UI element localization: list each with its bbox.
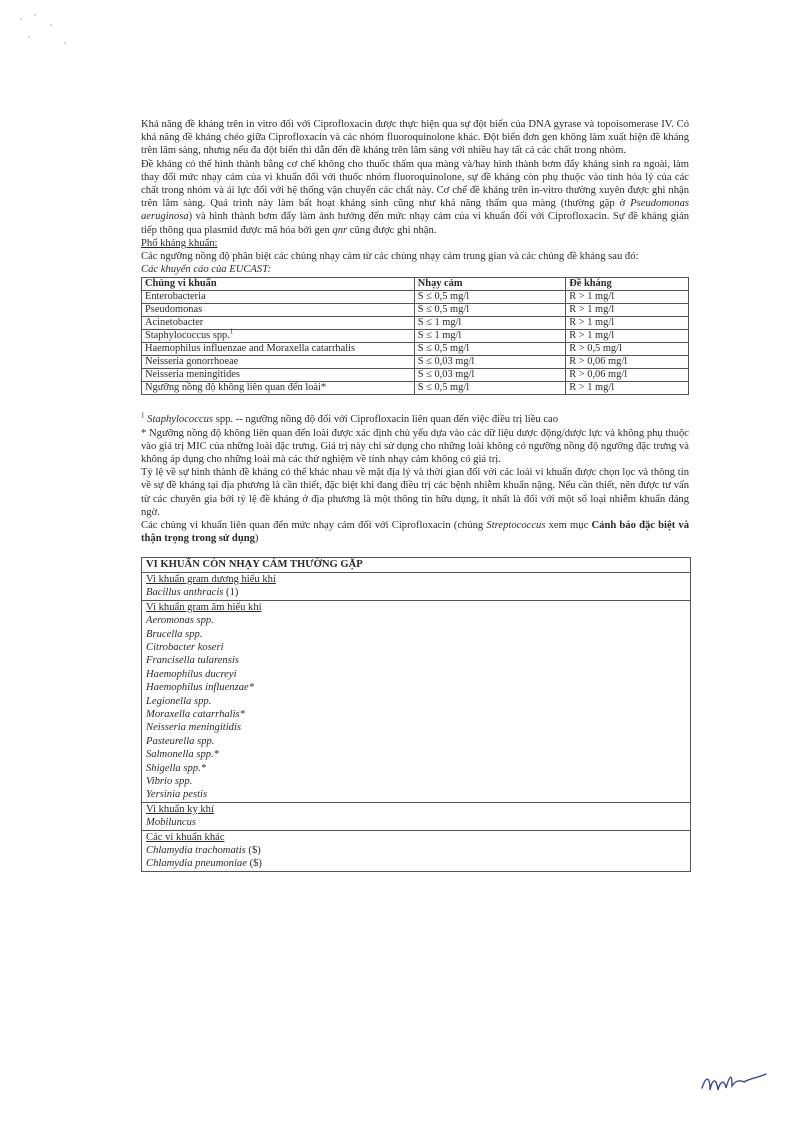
footnote-marker: 1 [229, 327, 234, 336]
list-item: Neisseria meningitidis [146, 722, 242, 734]
list-item: Mobiluncus [146, 817, 197, 829]
warning-section-ref: Cảnh báo đặc biệt và thận trọng trong sử dụng [141, 520, 690, 545]
bacterium-name: Chlamydia pneumoniae [146, 858, 247, 870]
resistance-paragraph-2 [141, 158, 689, 237]
para2-text: Đề kháng có thể hình thành bằng cơ chế không cho thuốc thấm qua màng và/hay hình thành bơm đẩy kháng sinh ra ngoài, làm thay đổi mức nhạy cảm của vi khuẩn đối với thuốc nhóm fluoroquinolone, sự đề kháng còn phụ thuộc vào tính hóa lý của các chất trong nhóm và ái lực đối với hệ thống vận chuyển các chất này. Cơ chế đề kháng trên in-vitro thường xuyên được ghi nhận trên lâm sàng. Quá trình này làm bất hoạt kháng sinh cũng như khả năng thấm qua màng (thường gặp ở [141, 158, 689, 210]
strain-name: Staphylococcus spp. [145, 330, 230, 342]
bacterium-note: ($) [245, 845, 261, 856]
list-item: Citrobacter koseri [146, 641, 224, 653]
footnote-1-text: spp. -- ngưỡng nồng độ đối với Ciprofloxacin liên quan đến việc điều trị liều cao [213, 414, 559, 426]
table-row [142, 317, 689, 330]
breakpoint-table [141, 277, 689, 395]
spectrum-intro: Các ngưỡng nồng độ phân biệt các chủng nhạy cảm từ các chủng nhạy cảm trung gian và các chủng đề kháng sau đó: [141, 251, 639, 263]
list-item [146, 844, 686, 857]
header-strain: Chủng vi khuẩn [142, 278, 415, 291]
strain-cell: Pseudomonas [142, 304, 415, 317]
susceptible-cell: S ≤ 0,5 mg/l [414, 291, 566, 304]
footnote-marker: 1 [141, 411, 145, 420]
susceptible-cell: S ≤ 1 mg/l [414, 317, 566, 330]
list-item: Vibrio spp. [146, 775, 193, 787]
resistant-cell: R > 1 mg/l [566, 330, 689, 343]
susceptible-bacteria-table [141, 557, 691, 871]
eucast-caption: Các khuyến cáo của EUCAST: [141, 264, 272, 276]
group-gram-positive-aerobic [142, 572, 690, 600]
resistant-cell: R > 0,06 mg/l [566, 369, 689, 382]
list-item: Brucella spp. [146, 628, 203, 640]
resistant-cell: R > 1 mg/l [566, 304, 689, 317]
resistance-paragraph-1: Khả năng đề kháng trên in vitro đối với Ciprofloxacin được thực hiện qua sự đột biến của DNA gyrase và topoisomerase IV. Có khả năng đề kháng chéo giữa Ciprofloxacin và các nhóm fluoroquinolone khác. Đột biến đơn gen không làm xuất hiện đề kháng trên lâm sàng, nhưng nếu đa đột biến thì dẫn đến đề kháng trên lâm sàng với nhiều hay tất cả các chất trong nhóm. [141, 119, 689, 157]
strain-cell: Acinetobacter [142, 317, 415, 330]
table-row [142, 304, 689, 317]
group-title: Vi khuẩn gram dương hiếu khí [146, 573, 276, 585]
qnr-gene-term: qnr [332, 224, 348, 236]
list-item: Aeromonas spp. [146, 615, 214, 627]
breakpoint-table-header [142, 278, 689, 291]
strain-reference-paragraph [141, 519, 689, 545]
list-item [146, 857, 686, 870]
susceptible-cell: S ≤ 1 mg/l [414, 330, 566, 343]
list-item: Francisella tularensis [146, 655, 239, 667]
susceptible-cell: S ≤ 0,5 mg/l [414, 343, 566, 356]
list-item: Pasteurella spp. [146, 735, 215, 747]
strain-cell: Haemophilus influenzae and Moraxella catarrhalis [142, 343, 415, 356]
document-body [141, 118, 689, 872]
resistant-cell: R > 0,06 mg/l [566, 356, 689, 369]
footnotes [141, 413, 689, 545]
susceptible-cell: S ≤ 0,03 mg/l [414, 356, 566, 369]
footnote-1 [141, 413, 689, 426]
group-title: Các vi khuẩn khác [146, 831, 225, 843]
resistant-cell: R > 0,5 mg/l [566, 343, 689, 356]
bacterium-note: (1) [223, 587, 239, 599]
susceptible-cell: S ≤ 0,5 mg/l [414, 304, 566, 317]
header-resistant: Đề kháng [566, 278, 689, 291]
bacterium-name: Bacillus anthracis [146, 587, 224, 599]
pseudomonas-term: Pseudomonas aeruginosa [141, 198, 689, 223]
list-item: Salmonella spp.* [146, 749, 219, 761]
strain-cell: Neisseria gonorrhoeae [142, 356, 415, 369]
list-item: Haemophilus ducreyi [146, 668, 237, 680]
staph-term: Staphylococcus [147, 414, 214, 426]
susceptible-cell: S ≤ 0,5 mg/l [414, 382, 566, 395]
group-title: Vi khuẩn gram âm hiếu khí [146, 601, 262, 613]
resistant-cell: R > 1 mg/l [566, 291, 689, 304]
spectrum-heading: Phổ kháng khuẩn: [141, 237, 218, 249]
strain-cell [142, 327, 415, 343]
para4-text-mid: xem mục [545, 520, 592, 532]
strain-cell: Enterobacteria [142, 291, 415, 304]
group-title: Vi khuẩn kỵ khí [146, 803, 214, 815]
para4-text: Các chủng vi khuẩn liên quan đến mức nhạy cảm đối với Ciprofloxacin (chủng [141, 520, 487, 532]
list-item [146, 586, 686, 599]
handwritten-initials [700, 1068, 770, 1098]
bacterium-name: Chlamydia trachomatis [146, 845, 246, 856]
table-row [142, 343, 689, 356]
table-row [142, 330, 689, 343]
para4-text-end: ) [254, 533, 259, 545]
table-row [142, 356, 689, 369]
group-other [142, 830, 690, 871]
strain-cell: Ngưỡng nồng độ không liên quan đến loài* [142, 382, 415, 395]
streptococcus-term: Streptococcus [486, 520, 546, 532]
list-item: Haemophilus influenzae* [146, 682, 254, 694]
resistant-cell: R > 1 mg/l [566, 382, 689, 395]
list-item: Yersinia pestis [146, 789, 208, 801]
table-row [142, 291, 689, 304]
list-item: Shigella spp.* [146, 762, 207, 774]
strain-cell: Neisseria meningitides [142, 369, 415, 382]
scan-specks [20, 14, 80, 54]
regional-resistance-paragraph: Tỷ lệ về sự hình thành đề kháng có thể khác nhau về mặt địa lý và thời gian đối với các loài vi khuẩn được chọn lọc và thông tin về sự đề kháng tại địa phương là cần thiết, đặc biệt khi đang điều trị các bệnh nhiễm khuẩn nặng. Nếu cần thiết, nên được tư vấn từ các chuyên gia bởi tỷ lệ đề kháng ở địa phương là một thông tin hữu dụng, ít nhất là đối với một số loại nhiễm khuẩn đáng ngờ. [141, 467, 689, 518]
susceptible-cell: S ≤ 0,03 mg/l [414, 369, 566, 382]
para2-text-mid: ) và hình thành bơm đẩy làm ảnh hưởng đến mức nhạy cảm của vi khuẩn đối với Ciprofloxacin. Sự đề kháng gián tiếp thông qua plasmid được mã hóa bởi gen [141, 211, 689, 236]
group-anaerobic [142, 802, 690, 830]
footnote-2: * Ngưỡng nồng độ không liên quan đến loài được xác định chủ yếu dựa vào các dữ liệu dược động/dược lực và không phụ thuộc vào giá trị MIC của những loài đặc trưng. Giá trị này chỉ sử dụng cho những loài không có ngưỡng nồng độ ngưỡng đặc trưng và không áp dụng cho những loài mà các thử nghiệm về tính nhạy cảm không có giá trị. [141, 427, 689, 466]
list-item: Legionella spp. [146, 695, 212, 707]
header-susceptible: Nhạy cảm [414, 278, 566, 291]
table-row [142, 369, 689, 382]
susceptible-table-header: VI KHUẨN CÒN NHẠY CẢM THƯỜNG GẶP [146, 559, 363, 571]
resistant-cell: R > 1 mg/l [566, 317, 689, 330]
list-item: Moraxella catarrhalis* [146, 708, 245, 720]
para2-text-end: cũng được ghi nhận. [347, 224, 437, 236]
table-row [142, 382, 689, 395]
group-gram-negative-aerobic [142, 600, 690, 802]
bacterium-note: ($) [246, 858, 262, 870]
